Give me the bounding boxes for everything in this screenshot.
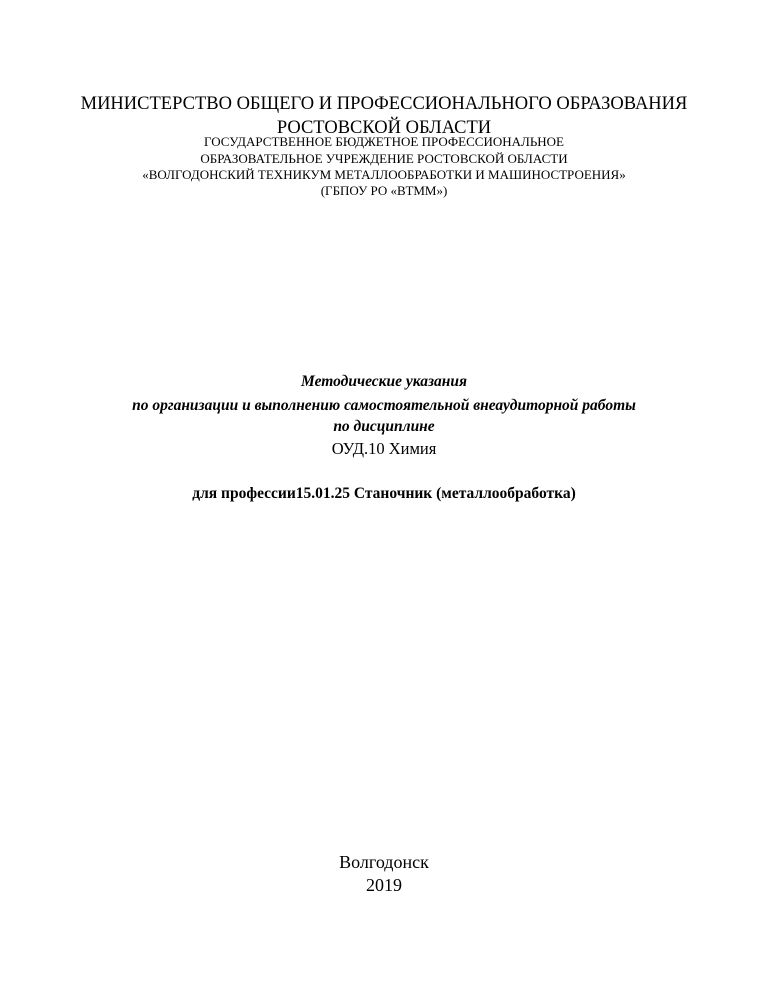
discipline-name: ОУД.10 Химия	[331, 439, 437, 458]
institution-abbreviation: (ГБПОУ РО «ВТММ»)	[320, 183, 448, 198]
document-title-line-3: по дисциплине	[333, 418, 435, 435]
institution-line-2: ОБРАЗОВАТЕЛЬНОЕ УЧРЕЖДЕНИЕ РОСТОВСКОЙ ОБЛАСТИ	[200, 151, 568, 166]
ministry-line-2: РОСТОВСКОЙ ОБЛАСТИ	[276, 118, 492, 138]
profession-line: для профессии15.01.25 Станочник (металлообработка)	[192, 485, 576, 502]
institution-line-1: ГОСУДАРСТВЕННОЕ БЮДЖЕТНОЕ ПРОФЕССИОНАЛЬНОЕ	[204, 134, 564, 149]
ministry-line-1: МИНИСТЕРСТВО ОБЩЕГО И ПРОФЕССИОНАЛЬНОГО ОБРАЗОВАНИЯ	[80, 94, 688, 114]
institution-line-3: «ВОЛГОДОНСКИЙ ТЕХНИКУМ МЕТАЛЛООБРАБОТКИ И МАШИНОСТРОЕНИЯ»	[142, 167, 626, 182]
city-name: Волгодонск	[339, 852, 429, 872]
document-title: Методические указания	[301, 373, 467, 390]
document-title-line-2: по организации и выполнению самостоятельной внеаудиторной работы	[132, 397, 636, 414]
year: 2019	[366, 875, 402, 895]
